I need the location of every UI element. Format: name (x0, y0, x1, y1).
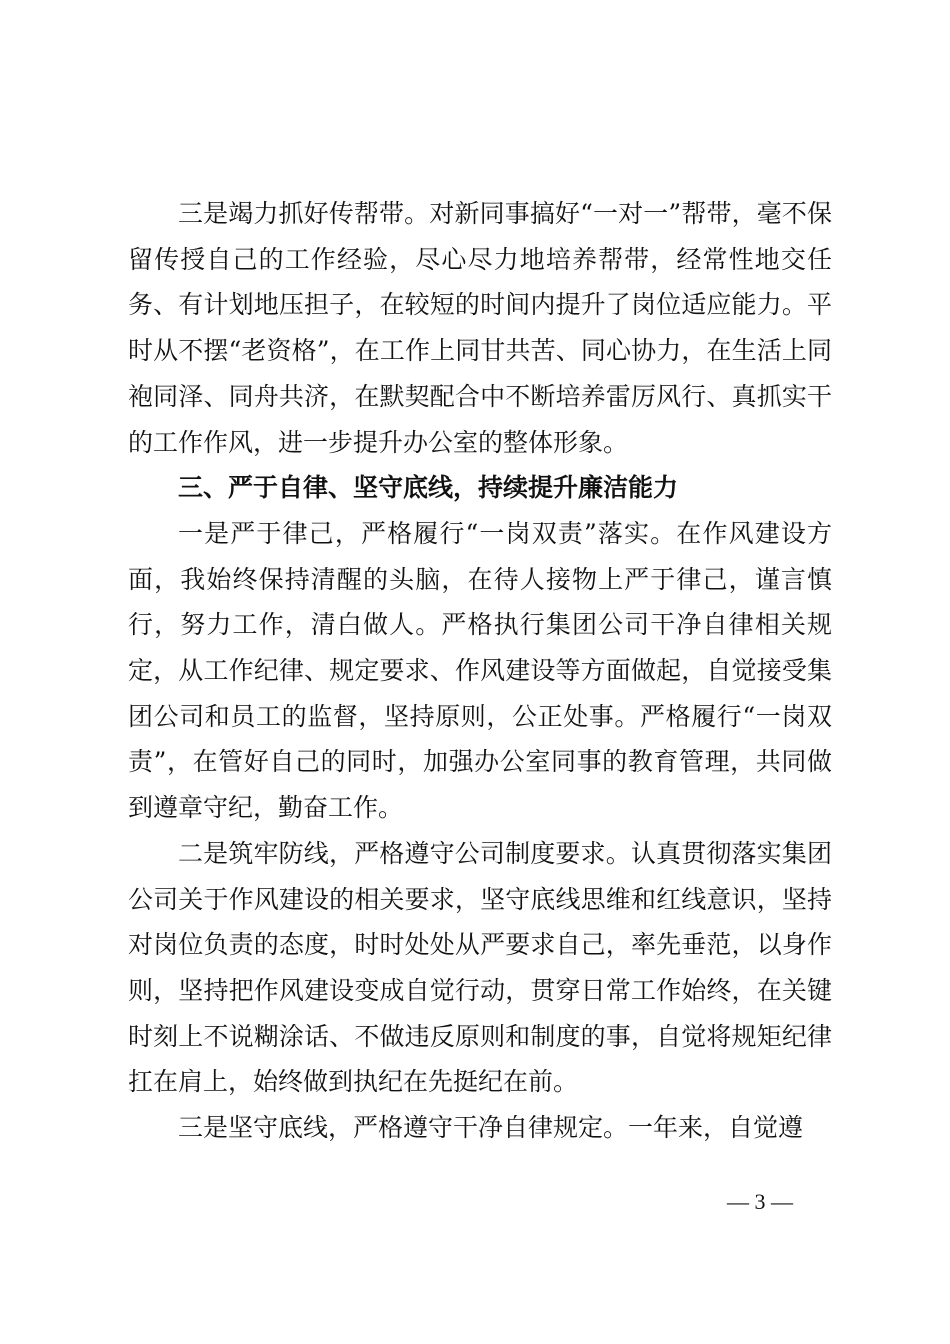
paragraph-self-discipline: 一是严于律己，严格履行“一岗双责”落实。在作风建设方面，我始终保持清醒的头脑，在待人接物上严于律己，谨言慎行，努力工作，清白做人。严格执行集团公司干净自律相关规定，从工作纪律、规定要求、作风建设等方面做起，自觉接受集团公司和员工的监督，坚持原则，公正处事。严格履行“一岗双责”，在管好自己的同时，加强办公室同事的教育管理，共同做到遵章守纪，勤奋工作。 (128, 518, 832, 823)
paragraph-defense-line: 二是筑牢防线，严格遵守公司制度要求。认真贯彻落实集团公司关于作风建设的相关要求，坚守底线思维和红线意识，坚持对岗位负责的态度，时时处处从严要求自己，率先垂范，以身作则，坚持把作风建设变成自觉行动，贯穿日常工作始终，在关键时刻上不说糊涂话、不做违反原则和制度的事，自觉将规矩纪律扛在肩上，始终做到执纪在先挺纪在前。 (128, 838, 832, 1097)
paragraph-mentoring: 三是竭力抓好传帮带。对新同事搞好“一对一”帮带，毫不保留传授自己的工作经验，尽心尽力地培养帮带，经常性地交任务、有计划地压担子，在较短的时间内提升了岗位适应能力。平时从不摆“老资格”，在工作上同甘共苦、同心协力，在生活上同袍同泽、同舟共济，在默契配合中不断培养雷厉风行、真抓实干的工作作风，进一步提升办公室的整体形象。 (128, 199, 832, 457)
document-body (128, 191, 832, 1151)
section-heading-integrity: 三、严于自律、坚守底线，持续提升廉洁能力 (178, 473, 679, 503)
page-number: — 3 — (727, 1189, 793, 1214)
paragraph-bottom-line: 三是坚守底线，严格遵守干净自律规定。一年来，自觉遵 (178, 1113, 804, 1143)
